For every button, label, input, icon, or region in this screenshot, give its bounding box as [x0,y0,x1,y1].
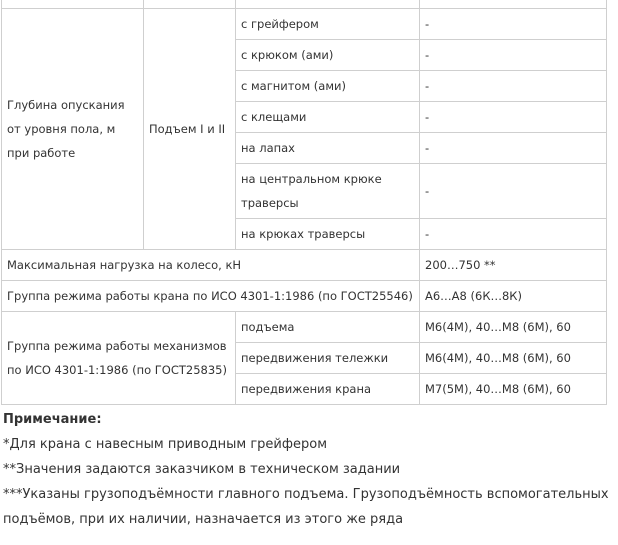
crane-group-label: Группа режима работы крана по ИСО 4301-1:1986 (по ГОСТ25546) [2,281,420,312]
specs-table [1,0,607,405]
crane-group-value: А6…А8 (6К…8К) [420,281,607,312]
depth-value: - [420,71,607,102]
lift-label: Подъем I и II [144,9,236,250]
mech-value: М6(4М), 40…М8 (6М), 60 [420,312,607,343]
mech-group-label: Группа режима работы механизмов по ИСО 4301-1:1986 (по ГОСТ25835) [2,312,236,405]
depth-value: - [420,9,607,40]
depth-type: с грейфером [236,9,420,40]
table-row [2,0,607,9]
depth-type: на крюках траверсы [236,219,420,250]
notes-section [3,407,613,532]
table-row [2,9,607,40]
note-line: *Для крана с навесным приводным грейфером [3,437,328,452]
depth-type: с клещами [236,102,420,133]
depth-type: на центральном крюке траверсы [236,164,420,219]
max-load-label: Максимальная нагрузка на колесо, кН [2,250,420,281]
depth-value: - [420,133,607,164]
depth-value: - [420,40,607,71]
mech-value: М6(4М), 40…М8 (6М), 60 [420,343,607,374]
depth-value: - [420,219,607,250]
table-row [2,312,607,343]
table-row [2,250,607,281]
note-line: **Значения задаются заказчиком в техническом задании [3,462,401,477]
mech-value: М7(5М), 40…М8 (6М), 60 [420,374,607,405]
table-row [2,281,607,312]
mech-type: передвижения крана [236,374,420,405]
notes-title: Примечание: [3,412,102,427]
mech-type: подъема [236,312,420,343]
depth-value: - [420,102,607,133]
depth-value: - [420,164,607,219]
max-load-value: 200…750 ** [420,250,607,281]
mech-type: передвижения тележки [236,343,420,374]
depth-label: Глубина опускания от уровня пола, м при работе [2,9,144,250]
note-line: ***Указаны грузоподъёмности главного подъема. Грузоподъёмность вспомогательных подъёмов, при их наличии, назначается из этого же ряда [3,487,609,527]
depth-type: с магнитом (ами) [236,71,420,102]
depth-type: с крюком (ами) [236,40,420,71]
depth-type: на лапах [236,133,420,164]
